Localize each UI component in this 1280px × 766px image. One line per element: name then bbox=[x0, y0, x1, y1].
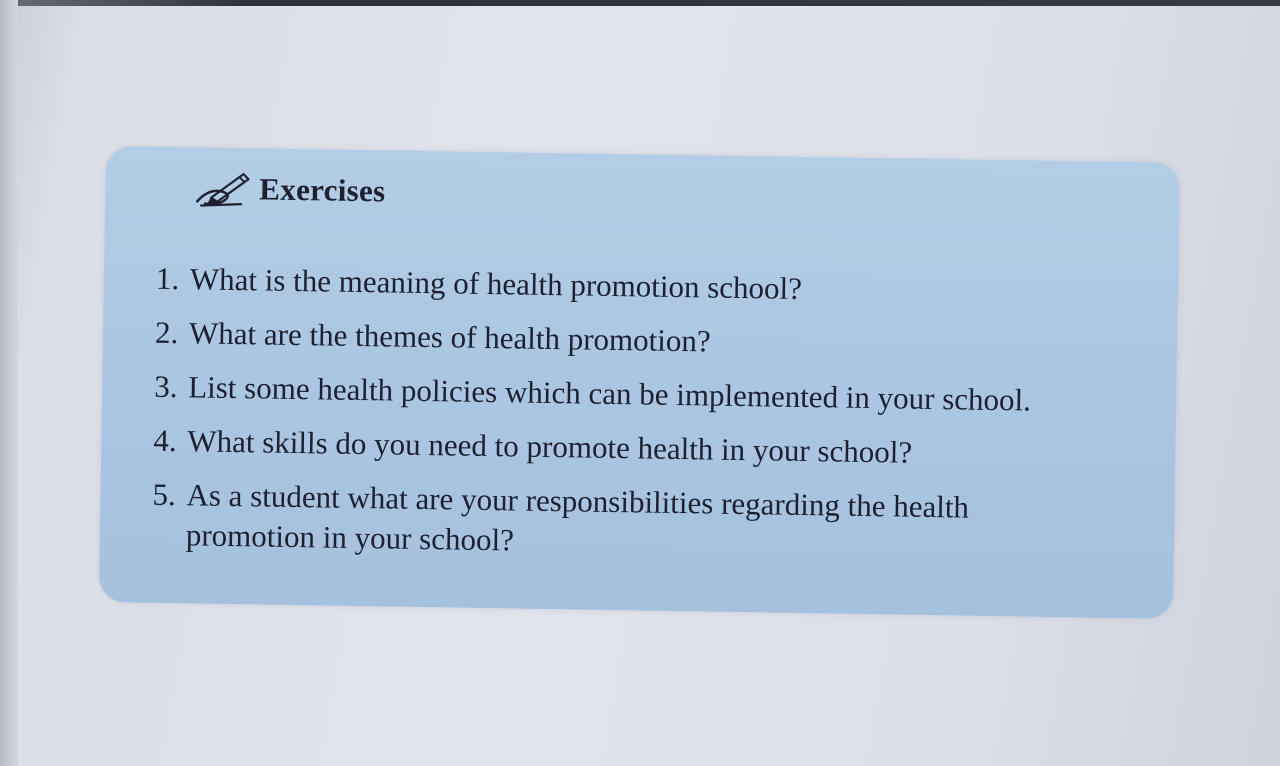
exercises-title: Exercises bbox=[259, 171, 386, 209]
page-top-edge bbox=[0, 0, 1280, 6]
exercise-question: What are the themes of health promotion? bbox=[188, 315, 711, 359]
exercise-question: List some health policies which can be implemented in your school. bbox=[187, 369, 1032, 418]
exercise-number: 1. bbox=[155, 260, 180, 297]
page-binding-edge bbox=[0, 0, 18, 766]
exercise-item bbox=[154, 367, 1165, 423]
exercise-number: 2. bbox=[154, 314, 179, 351]
exercise-item bbox=[155, 313, 1166, 369]
exercise-item bbox=[152, 475, 1163, 571]
exercise-list bbox=[151, 259, 1166, 585]
exercise-number: 5. bbox=[152, 476, 177, 513]
exercise-item bbox=[156, 259, 1167, 315]
exercise-item bbox=[153, 421, 1164, 477]
exercises-panel bbox=[99, 146, 1180, 619]
show-through-text bbox=[150, 612, 157, 642]
exercise-question: As a student what are your responsibilities regarding the health promotion in your school? bbox=[185, 477, 970, 558]
exercise-question: What skills do you need to promote health in your school? bbox=[187, 423, 913, 470]
pencil-writing-icon bbox=[191, 167, 252, 210]
exercise-question: What is the meaning of health promotion school? bbox=[189, 261, 803, 306]
exercise-number: 3. bbox=[153, 368, 178, 405]
exercise-number: 4. bbox=[153, 422, 177, 459]
exercises-header bbox=[191, 167, 386, 212]
